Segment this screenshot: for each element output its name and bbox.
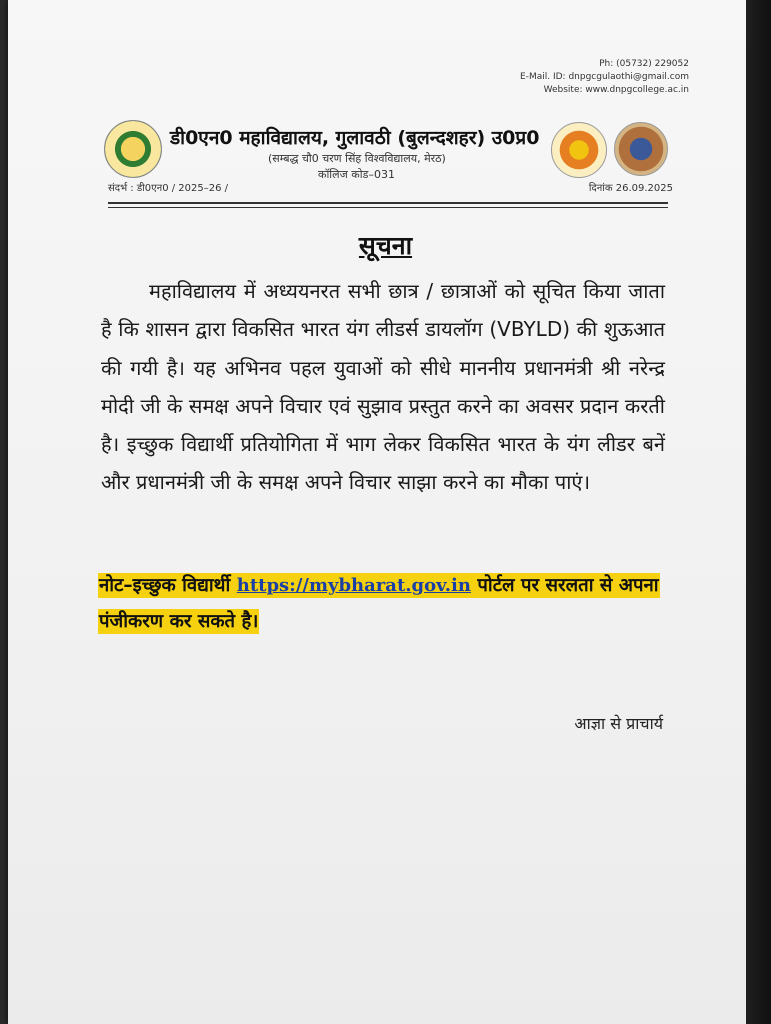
swami-vivekananda-emblem-icon: [551, 122, 607, 178]
college-code: कॉलिज कोड–031: [318, 168, 395, 181]
note-suffix: पोर्टल पर सरलता से अपना पंजीकरण कर सकते है।: [99, 575, 659, 632]
notice-title: सूचना: [358, 231, 413, 260]
website-text: Website: www.dnpgcollege.ac.in: [543, 85, 689, 95]
college-name: डी0एन0 महाविद्यालय, गुलावठी (बुलन्दशहर) उ0प्र0: [170, 127, 540, 149]
nss-emblem-icon: [614, 122, 668, 176]
registration-note: [98, 568, 668, 640]
contact-block: [520, 58, 689, 97]
portal-link[interactable]: https://mybharat.gov.in: [236, 575, 471, 596]
header-divider: [108, 202, 668, 204]
email-text: E-Mail. ID: dnpgcgulaothi@gmail.com: [520, 72, 689, 82]
header-divider-thin: [108, 207, 668, 208]
note-highlight: [98, 573, 660, 634]
phone-text: Ph: (05732) 229052: [599, 59, 689, 69]
reference-number: संदर्भ : डी0एन0 / 2025–26 /: [108, 183, 229, 194]
notice-body: महाविद्यालय में अध्ययनरत सभी छात्र / छात्राओं को सूचित किया जाता है कि शासन द्वारा विकसित भारत यंग लीडर्स डायलॉग (VBYLD) की शुऊआत की गयी है। यह अभिनव पहल युवाओं को सीधे माननीय प्रधानमंत्री श्री नरेन्द्र मोदी जी के समक्ष अपने विचार एवं सुझाव प्रस्तुत करने का अवसर प्रदान करती है। इच्छुक विद्यार्थी प्रतियोगिता में भाग लेकर विकसित भारत के यंग लीडर बनें और प्रधानमंत्री जी के समक्ष अपने विचार साझा करने का मौका पाएं।: [101, 279, 665, 495]
principal-signature: आज्ञा से प्राचार्य: [574, 714, 663, 733]
college-emblem-icon: [104, 120, 162, 178]
note-prefix: नोट–इच्छुक विद्यार्थी: [99, 575, 231, 596]
background-edge: [746, 0, 771, 1024]
affiliation-text: (सम्बद्ध चौ0 चरण सिंह विश्वविद्यालय, मेरठ): [268, 152, 446, 165]
notice-date: दिनांक 26.09.2025: [588, 183, 673, 194]
